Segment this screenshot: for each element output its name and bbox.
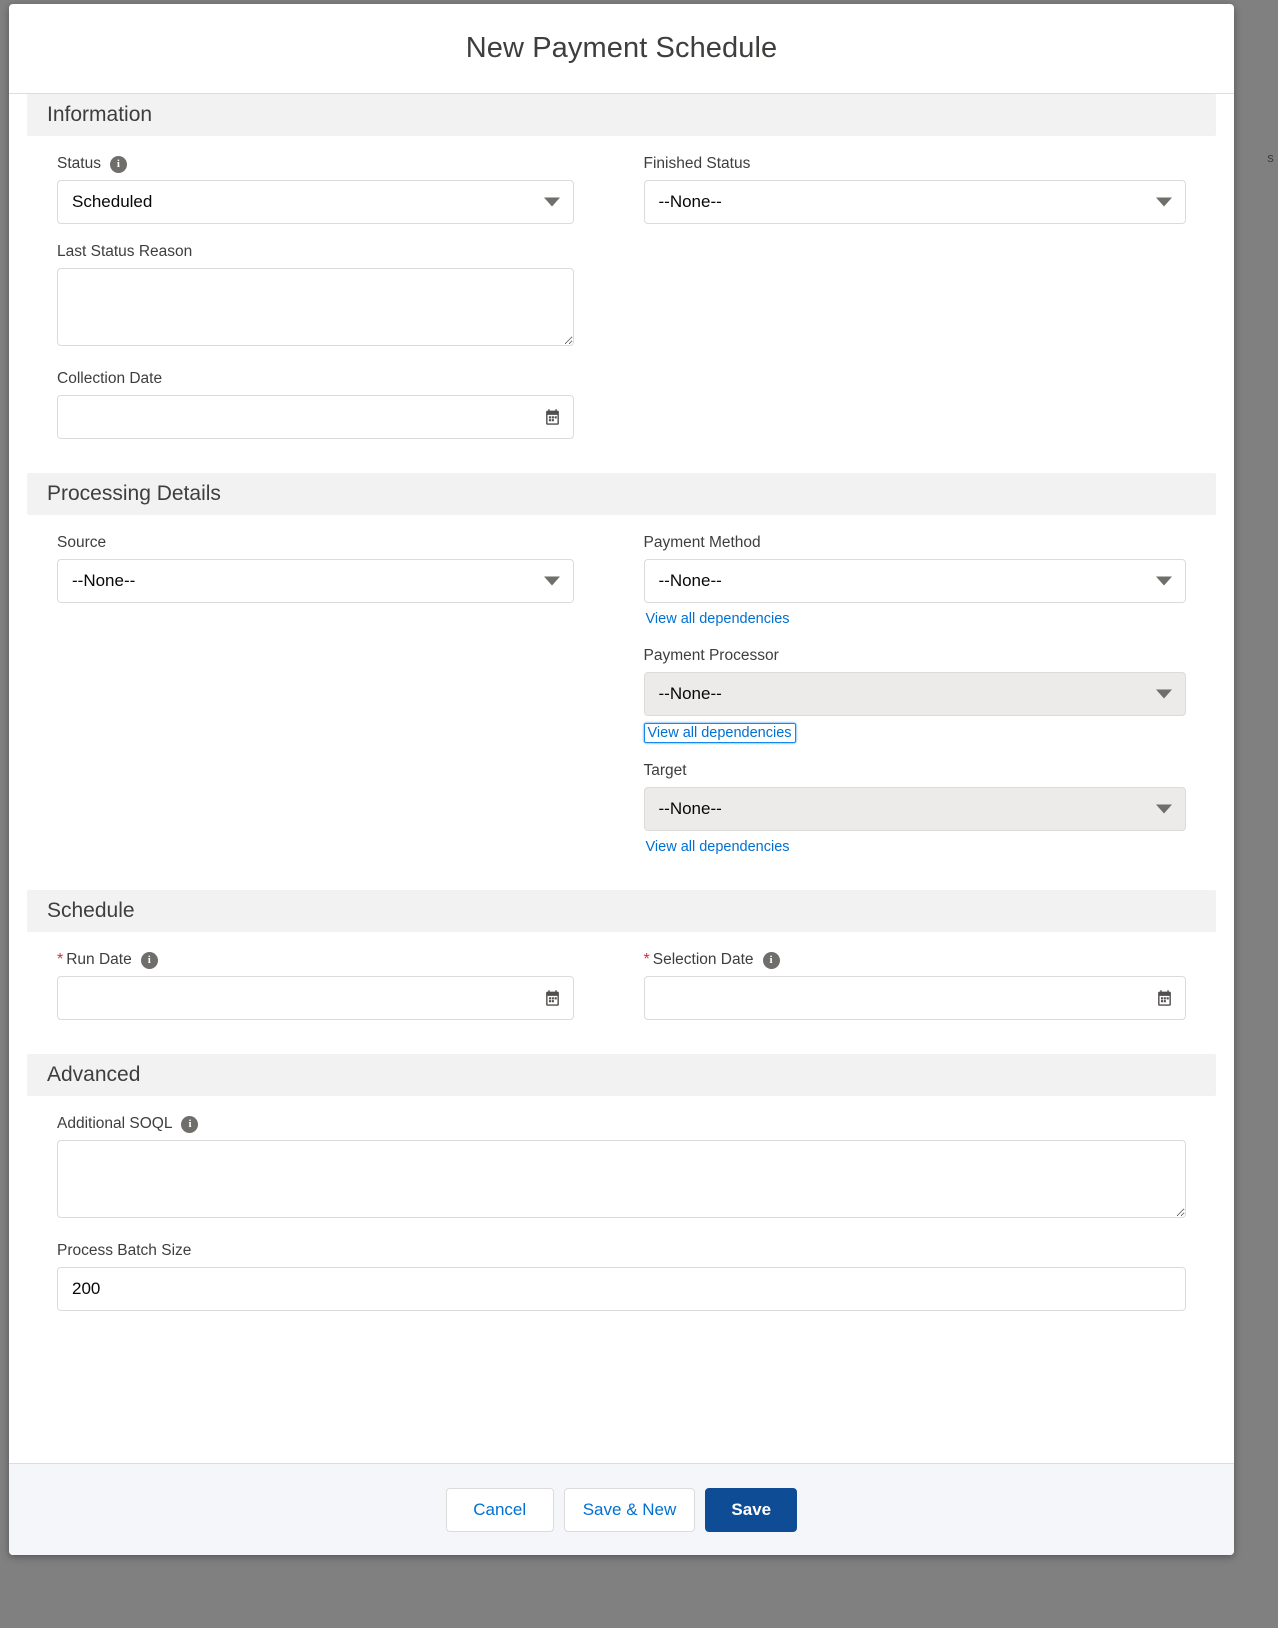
save-button[interactable]: Save (705, 1488, 797, 1532)
section-header-schedule (27, 890, 1216, 932)
target-dependencies-link[interactable]: View all dependencies (645, 839, 790, 855)
label-finished-status (644, 154, 1187, 174)
status-select[interactable]: Scheduled (57, 180, 574, 224)
label-additional-soql (57, 1114, 1186, 1134)
additional-soql-textarea[interactable] (57, 1140, 1186, 1218)
label-payment-method-text: Payment Method (643, 534, 761, 551)
page-title: New Payment Schedule (465, 32, 778, 64)
label-run-date-text: Run Date (66, 951, 132, 968)
field-payment-processor (644, 646, 1187, 743)
section-title-advanced: Advanced (47, 1063, 141, 1086)
label-source-text: Source (57, 534, 107, 551)
collection-date-input[interactable] (57, 395, 574, 439)
cancel-button[interactable]: Cancel (446, 1488, 554, 1532)
run-date-input[interactable] (57, 976, 574, 1020)
field-collection-date (57, 369, 574, 439)
label-target (644, 761, 1187, 781)
label-additional-soql-text: Additional SOQL (57, 1115, 173, 1132)
schedule-left-column (57, 932, 622, 1020)
payment-processor-dependencies-link[interactable]: View all dependencies (644, 723, 796, 743)
information-grid (9, 136, 1234, 439)
field-payment-method (644, 533, 1187, 628)
label-selection-date-text: Selection Date (652, 951, 754, 968)
info-icon[interactable]: i (141, 952, 158, 969)
information-right-column (622, 136, 1187, 439)
payment-method-select[interactable]: --None-- (644, 559, 1187, 603)
processing-details-grid (9, 515, 1234, 856)
background-edge-text: s (1267, 150, 1274, 165)
info-icon[interactable]: i (110, 156, 127, 173)
label-collection-date (57, 369, 574, 389)
required-asterisk: * (643, 951, 650, 968)
source-select[interactable]: --None-- (57, 559, 574, 603)
field-status (57, 154, 574, 224)
section-header-processing-details (27, 473, 1216, 515)
payment-processor-select[interactable]: --None-- (644, 672, 1187, 716)
section-header-advanced (27, 1054, 1216, 1096)
label-payment-processor-text: Payment Processor (643, 647, 779, 664)
label-status-text: Status (57, 155, 101, 172)
label-process-batch-size (57, 1241, 1186, 1261)
modal-header (9, 4, 1234, 94)
field-last-status-reason (57, 242, 574, 351)
save-and-new-button[interactable]: Save & New (564, 1488, 696, 1532)
information-left-column (57, 136, 622, 439)
selection-date-input[interactable] (644, 976, 1187, 1020)
field-target (644, 761, 1187, 856)
schedule-right-column (622, 932, 1187, 1020)
advanced-grid (9, 1114, 1234, 1311)
processing-left-column (57, 515, 622, 856)
info-icon[interactable]: i (181, 1116, 198, 1133)
label-payment-processor (644, 646, 1187, 666)
modal-body (9, 94, 1234, 1463)
label-finished-status-text: Finished Status (643, 155, 751, 172)
last-status-reason-textarea[interactable] (57, 268, 574, 346)
processing-right-column (622, 515, 1187, 856)
label-last-status-reason-text: Last Status Reason (57, 243, 193, 260)
modal-footer (9, 1463, 1234, 1555)
section-title-schedule: Schedule (47, 899, 135, 922)
required-asterisk: * (57, 951, 64, 968)
label-payment-method (644, 533, 1187, 553)
new-payment-schedule-modal (9, 4, 1234, 1555)
field-process-batch-size (57, 1241, 1186, 1311)
finished-status-select[interactable]: --None-- (644, 180, 1187, 224)
section-header-information (27, 94, 1216, 136)
label-last-status-reason (57, 242, 574, 262)
field-run-date (57, 950, 574, 1020)
schedule-grid (9, 932, 1234, 1020)
section-title-information: Information (47, 103, 153, 126)
label-process-batch-size-text: Process Batch Size (57, 1242, 192, 1259)
field-additional-soql (57, 1114, 1186, 1223)
label-selection-date (644, 950, 1187, 970)
field-finished-status (644, 154, 1187, 224)
label-status (57, 154, 574, 174)
label-collection-date-text: Collection Date (57, 370, 163, 387)
field-selection-date (644, 950, 1187, 1020)
target-select[interactable]: --None-- (644, 787, 1187, 831)
label-run-date (57, 950, 574, 970)
field-source (57, 533, 574, 603)
payment-method-dependencies-link[interactable]: View all dependencies (645, 611, 790, 627)
process-batch-size-input[interactable] (57, 1267, 1186, 1311)
info-icon[interactable]: i (763, 952, 780, 969)
label-target-text: Target (643, 762, 687, 779)
label-source (57, 533, 574, 553)
section-title-processing-details: Processing Details (47, 482, 221, 505)
